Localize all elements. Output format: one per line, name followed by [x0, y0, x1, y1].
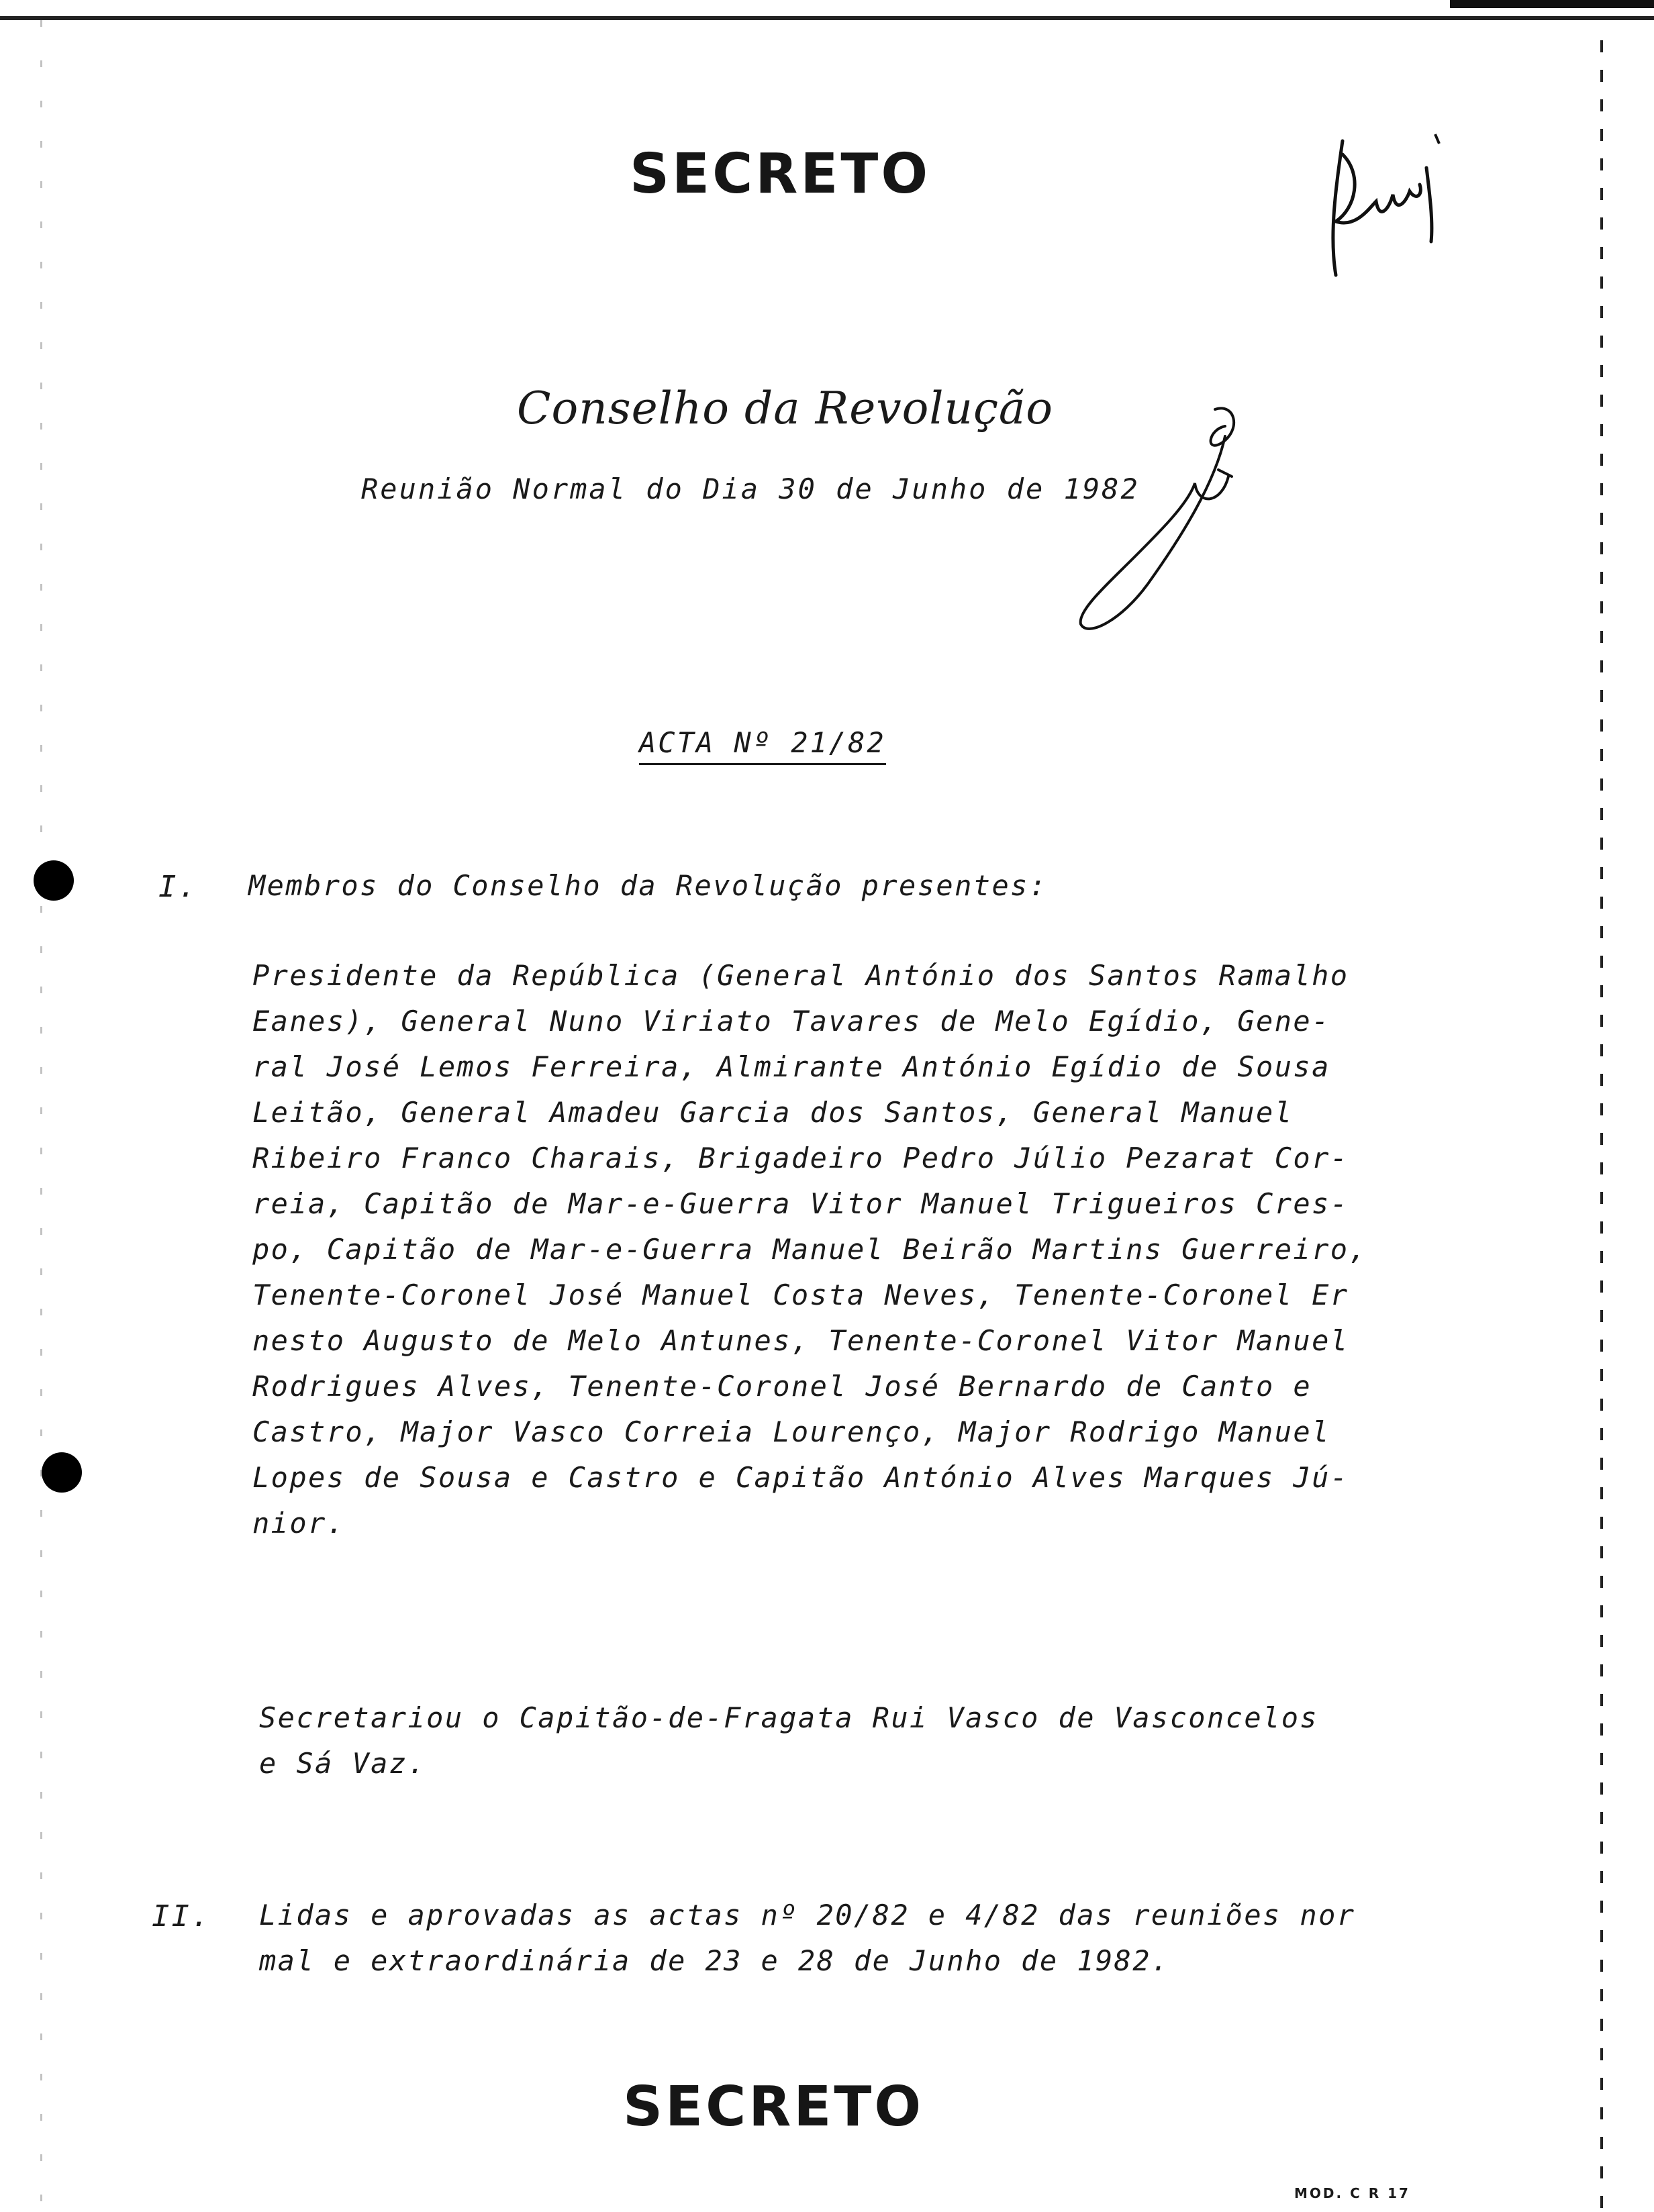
members-line: Lopes de Sousa e Castro e Capitão António Alves Marques Jú- [252, 1461, 1349, 1494]
members-line: Tenente-Coronel José Manuel Costa Neves, Tenente-Coronel Er [252, 1278, 1349, 1311]
punch-hole-lower [42, 1452, 82, 1493]
section-2-number: II. [152, 1899, 211, 1933]
members-list [252, 953, 1367, 1546]
section-2-line: mal e extraordinária de 23 e 28 de Junho de 1982. [259, 1944, 1170, 1977]
acta-number: ACTA Nº 21/82 [639, 726, 886, 765]
section-2-text [259, 1893, 1373, 1984]
secreto-stamp-top: SECRETO [630, 142, 931, 206]
section-2-line: Lidas e aprovadas as actas nº 20/82 e 4/82 das reuniões nor [259, 1899, 1356, 1931]
secretary-line: Secretariou o Capitão-de-Fragata Rui Vasco de Vasconcelos [259, 1701, 1319, 1734]
members-line: reia, Capitão de Mar-e-Guerra Vitor Manuel Trigueiros Cres- [252, 1187, 1349, 1220]
members-line: Presidente da República (General António dos Santos Ramalho [252, 959, 1349, 992]
flourish-signature [1061, 389, 1249, 644]
section-1-heading: Membros do Conselho da Revolução presentes: [248, 869, 1048, 902]
secreto-stamp-bottom: SECRETO [623, 2075, 924, 2139]
meeting-title: Reunião Normal do Dia 30 de Junho de 1982 [361, 472, 1140, 505]
members-line: po, Capitão de Mar-e-Guerra Manuel Beirão Martins Guerreiro, [252, 1233, 1368, 1266]
members-line: ral José Lemos Ferreira, Almirante António Egídio de Sousa [252, 1050, 1330, 1083]
scan-edge-right [1600, 40, 1603, 2212]
members-line: Castro, Major Vasco Correia Lourenço, Major Rodrigo Manuel [252, 1415, 1330, 1448]
scan-edge-corner [1450, 0, 1654, 8]
scan-edge-top [0, 16, 1654, 20]
punch-hole-upper [34, 860, 74, 901]
members-line: Leitão, General Amadeu Garcia dos Santos, General Manuel [252, 1096, 1294, 1129]
form-code: MOD. C R 17 [1294, 2185, 1410, 2201]
members-line: nesto Augusto de Melo Antunes, Tenente-Coronel Vitor Manuel [252, 1324, 1349, 1357]
members-line: Rodrigues Alves, Tenente-Coronel José Bernardo de Canto e [252, 1370, 1312, 1403]
initials-signature [1316, 128, 1450, 282]
secretary-note [259, 1695, 1373, 1787]
members-line: Eanes), General Nuno Viriato Tavares de Melo Egídio, Gene- [252, 1005, 1330, 1038]
secretary-line: e Sá Vaz. [259, 1747, 427, 1780]
members-line: nior. [252, 1507, 346, 1540]
members-line: Ribeiro Franco Charais, Brigadeiro Pedro Júlio Pezarat Cor- [252, 1142, 1349, 1174]
scan-edge-left [40, 20, 42, 2212]
council-name: Conselho da Revolução [517, 383, 1054, 434]
section-1-number: I. [158, 870, 198, 904]
